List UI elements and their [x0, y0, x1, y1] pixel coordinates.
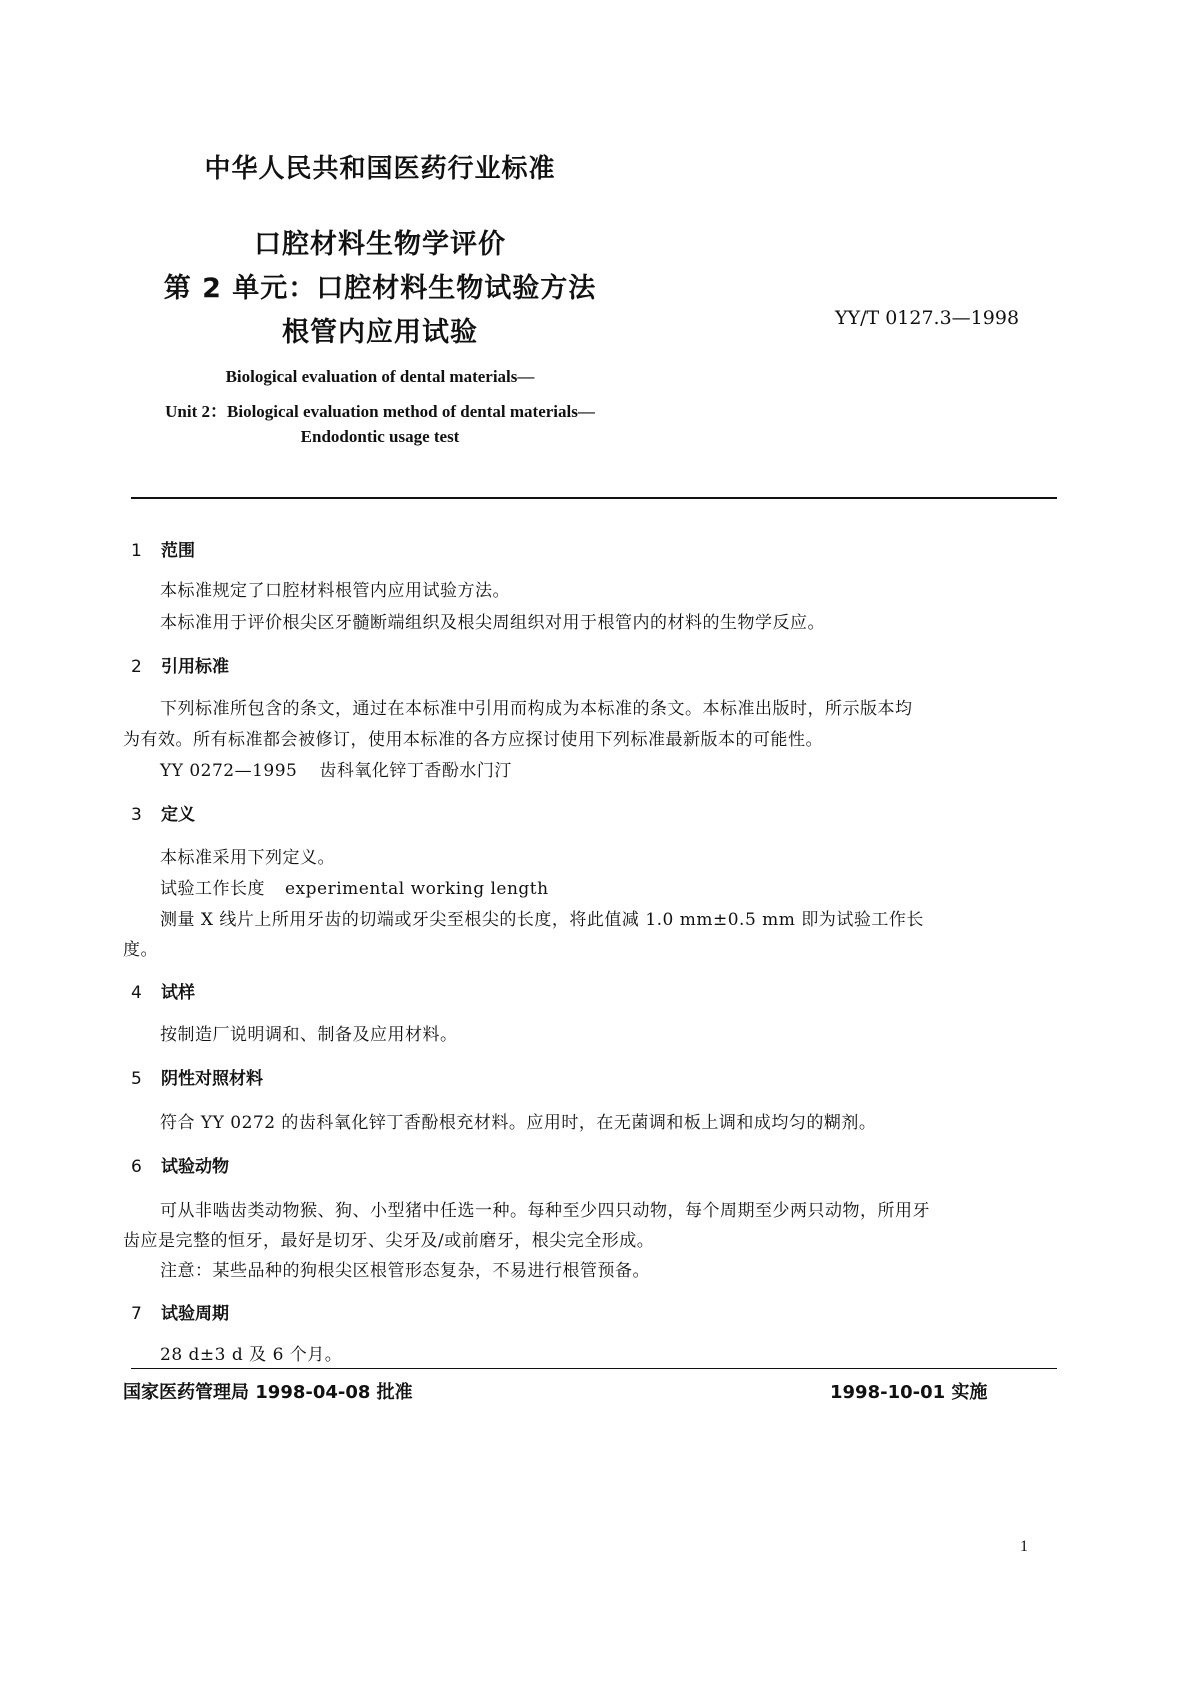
section-number: 2 — [131, 657, 142, 677]
section-6-paragraph-line1: 可从非啮齿类动物猴、狗、小型猪中任选一种。每种至少四只动物，每个周期至少两只动物，所用牙 — [160, 1201, 930, 1221]
section-3-paragraph-1: 本标准采用下列定义。 — [160, 848, 335, 868]
section-6-note: 注意：某些品种的狗根尖区根管形态复杂，不易进行根管预备。 — [160, 1261, 650, 1281]
document-title-line3: 根管内应用试验 — [282, 317, 478, 348]
section-3-heading — [131, 800, 195, 825]
term-chinese: 试验工作长度 — [160, 879, 265, 899]
section-title: 范围 — [161, 541, 195, 561]
reference-code: YY 0272—1995 — [160, 761, 298, 781]
section-6-paragraph-line2: 齿应是完整的恒牙，最好是切牙、尖牙及/或前磨牙，根尖完全形成。 — [123, 1231, 655, 1251]
section-2-paragraph-line1: 下列标准所包含的条文，通过在本标准中引用而构成为本标准的条文。本标准出版时，所示版本均 — [160, 699, 913, 719]
section-number: 6 — [131, 1157, 142, 1177]
section-4-paragraph-1: 按制造厂说明调和、制备及应用材料。 — [160, 1025, 458, 1045]
page-number: 1 — [1020, 1538, 1028, 1555]
footer-divider — [131, 1368, 1057, 1369]
section-4-heading — [131, 978, 195, 1003]
section-1-paragraph-2: 本标准用于评价根尖区牙髓断端组织及根尖周组织对用于根管内的材料的生物学反应。 — [160, 613, 825, 633]
section-title: 引用标准 — [161, 657, 229, 677]
english-title-line2: Unit 2：Biological evaluation method of dental materials— — [165, 402, 595, 421]
document-title-line1: 口腔材料生物学评价 — [254, 229, 506, 260]
section-title: 试样 — [161, 983, 195, 1003]
referenced-standard — [160, 756, 512, 781]
section-5-heading — [131, 1064, 263, 1089]
section-7-heading — [131, 1299, 229, 1324]
definition-text-line2: 度。 — [123, 940, 158, 960]
implementation-info: 1998-10-01 实施 — [830, 1382, 988, 1403]
section-number: 7 — [131, 1304, 142, 1324]
reference-title: 齿科氧化锌丁香酚水门汀 — [319, 761, 512, 781]
section-2-paragraph-line2: 为有效。所有标准都会被修订，使用本标准的各方应探讨使用下列标准最新版本的可能性。 — [123, 730, 823, 750]
english-title-line1: Biological evaluation of dental materials— — [225, 367, 535, 386]
definition-term — [160, 874, 549, 899]
definition-text-line1: 测量 X 线片上所用牙齿的切端或牙尖至根尖的长度，将此值减 1.0 mm±0.5 mm 即为试验工作长 — [160, 910, 924, 930]
section-title: 试验周期 — [161, 1304, 229, 1324]
section-5-paragraph-1: 符合 YY 0272 的齿科氧化锌丁香酚根充材料。应用时，在无菌调和板上调和成均匀的糊剂。 — [160, 1113, 877, 1133]
section-7-paragraph-1: 28 d±3 d 及 6 个月。 — [160, 1345, 343, 1365]
section-number: 4 — [131, 983, 142, 1003]
section-number: 3 — [131, 805, 142, 825]
approval-info: 国家医药管理局 1998-04-08 批准 — [123, 1382, 413, 1403]
section-title: 定义 — [161, 805, 195, 825]
document-title-line2: 第 2 单元：口腔材料生物试验方法 — [163, 273, 597, 304]
section-6-heading — [131, 1152, 229, 1177]
section-1-paragraph-1: 本标准规定了口腔材料根管内应用试验方法。 — [160, 581, 510, 601]
standard-code: YY/T 0127.3—1998 — [835, 307, 1020, 329]
section-1-heading — [131, 536, 195, 561]
header-divider — [131, 497, 1057, 499]
section-title: 试验动物 — [161, 1157, 229, 1177]
section-number: 1 — [131, 541, 142, 561]
english-title-line3: Endodontic usage test — [300, 427, 460, 446]
section-2-heading — [131, 652, 229, 677]
organization-heading: 中华人民共和国医药行业标准 — [204, 154, 556, 184]
section-number: 5 — [131, 1069, 142, 1089]
term-english: experimental working length — [285, 879, 549, 899]
section-title: 阴性对照材料 — [161, 1069, 263, 1089]
